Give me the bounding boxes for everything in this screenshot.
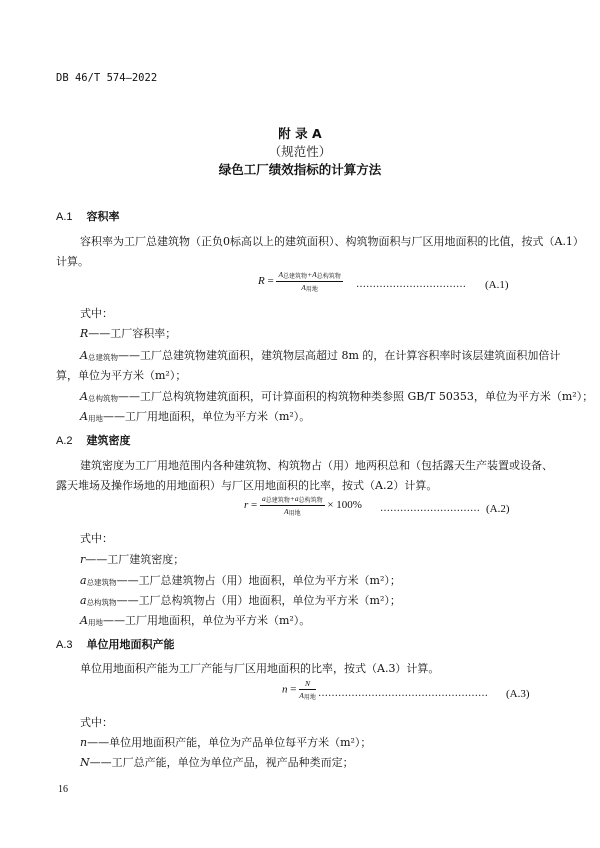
formula-lhs: r	[244, 499, 249, 512]
appendix-title: 附 录 A	[278, 126, 322, 141]
section-label: 建筑密度	[86, 434, 131, 447]
paragraph: 单位用地面积产能为工厂产能与厂区用地面积的比率，按式（A.3）计算。	[80, 662, 440, 675]
paragraph: 建筑密度为工厂用地范围内各种建筑物、构筑物占（用）地两积总和（包括露天生产装置或设备、	[80, 459, 553, 472]
definition: N——工厂总产能，单位为单位产品，视产品种类而定；	[80, 756, 354, 769]
section-number: A.2	[56, 435, 73, 447]
formula-a3: n = $\frac{N}{A_{用地}}$	[282, 679, 316, 701]
section-heading	[56, 208, 120, 224]
definition: a总建筑物——工厂总建筑物占（用）地面积，单位为平方米（m²）；	[80, 574, 401, 587]
appendix-subtitle: 绿色工厂绩效指标的计算方法	[218, 162, 382, 177]
definition: R——工厂容积率；	[80, 327, 177, 340]
definition: A用地——工厂用地面积，单位为平方米（m²）。	[80, 410, 311, 423]
paragraph: 露天堆场及操作场地的用地面积）与厂区用地面积的比率，按式（A.2）计算。	[56, 479, 438, 492]
formula-suffix: × 100%	[327, 499, 362, 512]
formula-a1: R = $\frac{A_{总建筑物}+A_{总构筑物}}{A_{用地}}$	[258, 270, 341, 293]
leader-dots: …………………………	[380, 503, 480, 514]
definition: A总建筑物——工厂总建筑物建筑面积，建筑物层高超过 8m 的，在计算容积率时该层建筑面积加倍计	[80, 349, 561, 362]
section-number: A.1	[56, 211, 73, 223]
section-label: 单位用地面积产能	[86, 638, 175, 651]
definition: A用地——工厂用地面积，单位为平方米（m²）。	[80, 614, 311, 627]
equation-number: (A.3)	[506, 688, 530, 700]
formula-a2: r = $\frac{a_{总建筑物}+a_{总构筑物}}{A_{用地}}$ × 100%	[244, 494, 362, 517]
page-number: 16	[58, 784, 68, 795]
equation-number: (A.1)	[485, 279, 509, 291]
paragraph: 容积率为工厂总建筑物（正负0标高以上的建筑面积）、构筑物面积与厂区用地面积的比值，按式（A.1）	[80, 235, 584, 248]
leader-dots: ……………………………	[356, 279, 466, 290]
where-label: 式中：	[80, 307, 113, 320]
section-heading	[56, 636, 175, 652]
definition: r——工厂建筑密度；	[80, 553, 185, 566]
section-number: A.3	[56, 639, 73, 651]
formula-lhs: n	[282, 683, 288, 696]
definition-continued: 算，单位为平方米（m²）；	[56, 369, 187, 382]
where-label: 式中：	[80, 532, 113, 545]
fraction: $\frac{N}{A_{用地}}$	[299, 679, 316, 701]
where-label: 式中：	[80, 716, 113, 729]
section-label: 容积率	[86, 210, 120, 223]
definition: n——单位用地面积产能，单位为产品单位每平方米（m²）；	[80, 736, 372, 749]
paragraph: 计算。	[56, 255, 89, 268]
appendix-normative: （规范性）	[268, 144, 332, 159]
formula-lhs: R	[258, 275, 265, 288]
leader-dots: ……………………………………………	[318, 688, 488, 699]
definition: a总构筑物——工厂总构筑物占（用）地面积，单位为平方米（m²）；	[80, 594, 401, 607]
section-heading	[56, 432, 131, 448]
fraction: $\frac{A_{总建筑物}+A_{总构筑物}}{A_{用地}}$	[278, 270, 341, 293]
standard-id: DB 46/T 574—2022	[56, 72, 158, 84]
fraction: $\frac{a_{总建筑物}+a_{总构筑物}}{A_{用地}}$	[262, 494, 323, 517]
equation-number: (A.2)	[486, 503, 510, 515]
definition: A总构筑物——工厂总构筑物建筑面积，可计算面积的构筑物种类参照 GB/T 50353，单位为平方米（m²）；	[80, 390, 594, 403]
